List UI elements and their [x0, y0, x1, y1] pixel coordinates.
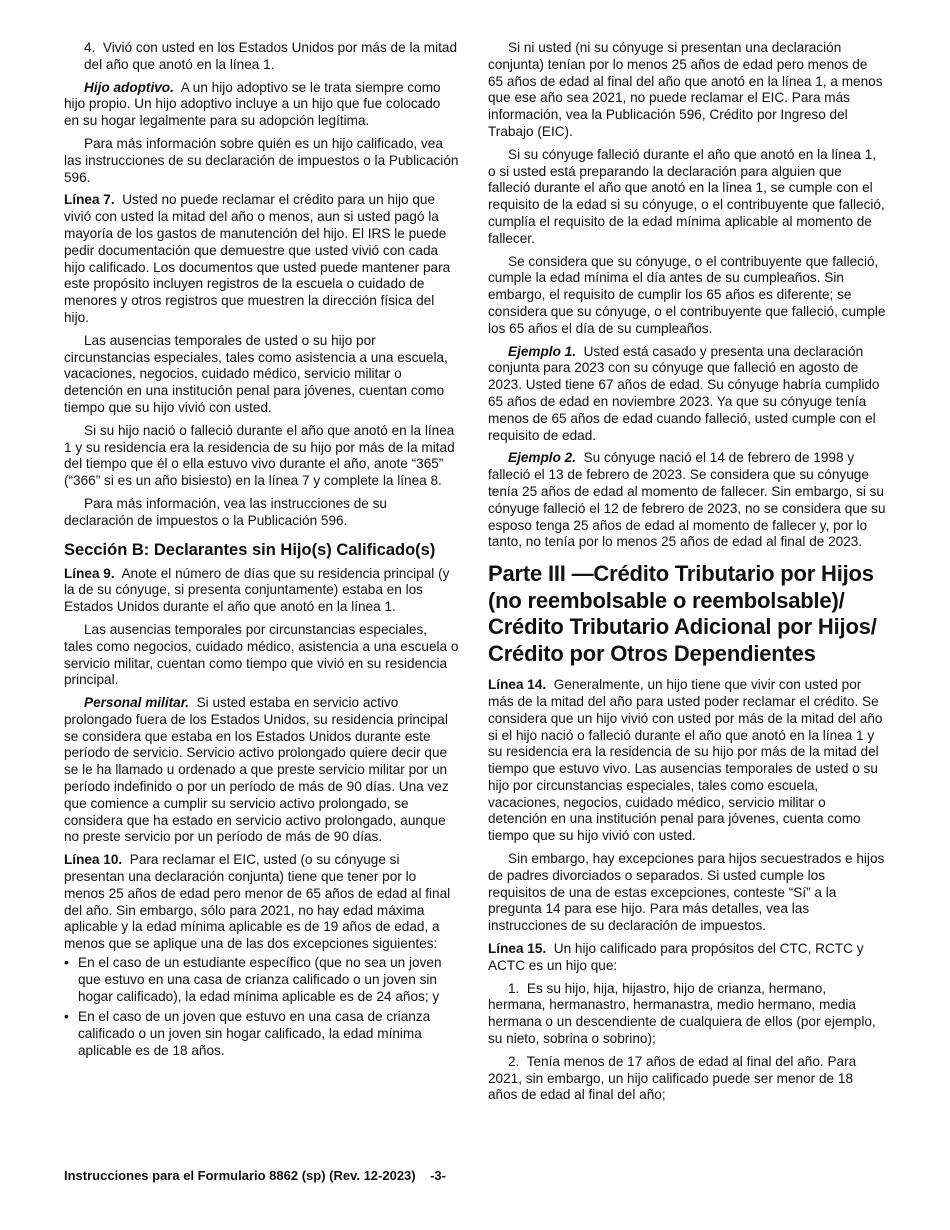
line-15-paragraph [488, 941, 886, 975]
example-2-paragraph [488, 450, 886, 551]
line-9-text: Anote el número de días que su residencia principal (y la de su cónyuge, si presenta conjuntamente) estaba en los Estados Unidos durante el año que anotó en la línea 1. [64, 565, 450, 615]
part-3-heading: Parte III —Crédito Tributario por Hijos (no reembolsable o reembolsable)/ Crédito Tributario Adicional por Hijos/ Crédito por Otros Dependientes [488, 561, 877, 666]
section-b-heading: Sección B: Declarantes sin Hijo(s) Calificado(s) [64, 540, 436, 559]
bullet-text-2: En el caso de un joven que estuvo en una casa de crianza calificado o un joven sin hogar calificado, la edad mínima aplicable es de 18 años. [78, 1009, 431, 1059]
adoptive-child-text: A un hijo adoptivo se le trata siempre como hijo propio. Un hijo adoptivo incluye a un hijo que fue colocado en su hogar legalmente para su adopción legítima. [64, 79, 441, 129]
bullet-item [64, 955, 459, 1005]
line-15-label: Línea 15. [488, 941, 547, 957]
line-10-paragraph [64, 852, 459, 953]
line-7-paragraph [64, 192, 459, 326]
considered-age-paragraph: Se considera que su cónyuge, o el contribuyente que falleció, cumple la edad mínima el día antes de su cumpleaños. Sin embargo, el requisito de cumplir los 65 años es diferente; se considera que su cónyuge, o el contribuyente que falleció, cumple los 65 años el día de su cumpleaños. [488, 253, 886, 336]
age-requirement-paragraph: Si ni usted (ni su cónyuge si presentan una declaración conjunta) tenían por lo menos 25 años de edad pero menos de 65 años de edad al final del año que anotó en la línea 1, a menos que ese año sea 2021, no puede reclamar el EIC. Para más información, vea la Publicación 596, Crédito por Ingreso del Trabajo (EIC). [488, 40, 883, 139]
example-1-label: Ejemplo 1. [508, 343, 576, 359]
adoptive-child-paragraph [64, 80, 459, 130]
right-column [488, 40, 886, 1110]
item-4-number: 4. [84, 40, 96, 55]
bullet-item [64, 1009, 459, 1059]
example-1-paragraph [488, 344, 886, 445]
more-info-paragraph-1: Para más información sobre quién es un hijo calificado, vea las instrucciones de su declaración de impuestos o la Publicación 596. [64, 135, 459, 185]
item-2-text: Tenía menos de 17 años de edad al final del año. Para 2021, sin embargo, un hijo calificado puede ser menor de 18 años de edad al final del año; [488, 1053, 857, 1103]
item-1 [488, 981, 886, 1048]
exceptions-paragraph: Sin embargo, hay excepciones para hijos secuestrados e hijos de padres divorciados o separados. Si usted cumple los requisitos de una de estas excepciones, conteste “Sí” a la pregunta 14 para ese hijo. Para más detalles, vea las instrucciones de su declaración de impuestos. [488, 851, 885, 934]
temporary-absence-paragraph-1: Las ausencias temporales de usted o su hijo por circunstancias especiales, tales como asistencia a una escuela, vacaciones, negocios, cuidado médico, servicio militar o detención en una institución penal para jóvenes, cuentan como tiempo que su hijo vivió con usted. [64, 332, 448, 415]
example-2-text: Su cónyuge nació el 14 de febrero de 1998 y falleció el 13 de febrero de 2023. Se considera que su cónyuge tenía 25 años de edad al momento de fallecer. Sin embargo, si su cónyuge falleció el 12 de febrero de 2023, no se considera que su esposo tenga 25 años de edad al momento de fallecer y, por lo tanto, no tenía por lo menos 25 años de edad al final de 2023. [488, 450, 886, 550]
more-info-paragraph-2: Para más información, vea las instrucciones de su declaración de impuestos o la Publicación 596. [64, 495, 387, 528]
page-number: -3- [430, 1168, 446, 1183]
page-footer [64, 1168, 446, 1185]
line-14-paragraph [488, 677, 886, 845]
item-1-text: Es su hijo, hija, hijastro, hijo de crianza, hermano, hermana, hermanastro, hermanastra, medio hermano, media hermana o un descendiente de cualquiera de ellos (por ejemplo, su nieto, sobrina o sobrino); [488, 980, 876, 1047]
example-1-text: Usted está casado y presenta una declaración conjunta para 2023 con su cónyuge que falleció en agosto de 2023. Usted tiene 67 años de edad. Su cónyuge habría cumplido 65 años de edad en noviembre 2023. Ya que su cónyuge tenía menos de 65 años de edad cuando falleció, usted cumple con el requisito de edad. [488, 343, 880, 443]
line-10-label: Línea 10. [64, 852, 123, 868]
item-4 [64, 40, 459, 74]
military-text: Si usted estaba en servicio activo prolongado fuera de los Estados Unidos, su residencia principal se considera que estaba en los Estados Unidos durante este período de servicio. Servicio activo prolongado quiere decir que se le ha llamado u ordenado a que preste servicio militar por un período indefinido o por un período de más de 90 días. Una vez que comience a cumplir su servicio activo prolongado, se considera que ha estado en servicio activo prolongado, aunque no preste servicio por un período de más de 90 días. [64, 695, 449, 845]
item-2-number: 2. [508, 1053, 520, 1069]
bullet-icon: • [64, 955, 69, 971]
adoptive-child-label: Hijo adoptivo. [84, 79, 174, 95]
line-14-text: Generalmente, un hijo tiene que vivir con usted por más de la mitad del año para usted poder reclamar el crédito. Se considera que un hijo vivió con usted por más de la mitad del año si el hijo nació o falleció durante el año que anotó en la línea 1 y su residencia era la residencia de su hijo por más de la mitad del tiempo que estuvo vivo. Las ausencias temporales de usted o su hijo por circunstancias especiales, tales como escuela, vacaciones, negocios, cuidado médico, servicio militar o detención en una institución penal para jóvenes, cuenta como tiempo que su hijo vivió con usted. [488, 677, 883, 844]
left-column [64, 40, 459, 1064]
born-or-died-paragraph: Si su hijo nació o falleció durante el año que anotó en la línea 1 y su residencia era la residencia de su hijo por más de la mitad del tiempo que él o ella estuvo vivo durante el año, anote “365” (“366” si es un año bisiesto) en la línea 7 y complete la línea 8. [64, 422, 455, 489]
example-2-label: Ejemplo 2. [508, 450, 576, 466]
line-15-text: Un hijo calificado para propósitos del CTC, RCTC y ACTC es un hijo que: [488, 941, 864, 973]
item-4-text: Vivió con usted en los Estados Unidos por más de la mitad del año que anotó en la línea 1. [84, 40, 458, 72]
bullet-icon: • [64, 1009, 69, 1025]
item-2 [488, 1054, 886, 1104]
line-7-label: Línea 7. [64, 192, 115, 208]
item-1-number: 1. [508, 980, 520, 996]
temporary-absence-paragraph-2: Las ausencias temporales por circunstancias especiales, tales como negocios, cuidado médico, asistencia a una escuela o servicio militar, cuentan como tiempo que vivió en su residencia principal. [64, 621, 459, 688]
line-9-label: Línea 9. [64, 565, 115, 581]
military-label: Personal militar. [84, 695, 190, 711]
line-10-text: Para reclamar el EIC, usted (o su cónyuge si presentan una declaración conjunta) tiene que tener por lo menos 25 años de edad pero menor de 65 años de edad al final del año. Sin embargo, sólo para 2021, no hay edad máxima aplicable y la edad mínima aplicable es de 19 años de edad, a menos que se aplique una de las dos excepciones siguientes: [64, 852, 451, 952]
bullet-text-1: En el caso de un estudiante específico (que no sea un joven que estuvo en una casa de crianza calificado o un joven sin hogar calificado), la edad mínima aplicable es de 24 años; y [78, 955, 442, 1004]
footer-title: Instrucciones para el Formulario 8862 (sp) (Rev. 12-2023) [64, 1168, 416, 1183]
spouse-died-paragraph: Si su cónyuge falleció durante el año que anotó en la línea 1, o si usted está preparando la declaración para alguien que falleció durante el año que anotó en la línea 1, se cumple con el requisito de la edad si su cónyuge, o el contribuyente que falleció, cumplía el requisito de la edad mínima aplicable al momento de fallecer. [488, 146, 885, 246]
line-14-label: Línea 14. [488, 677, 547, 693]
line-7-text: Usted no puede reclamar el crédito para un hijo que vivió con usted la mitad del año o menos, aun si usted pagó la mayoría de los gastos de manutención del hijo. El IRS le puede pedir documentación que demuestre que usted vivió con cada hijo calificado. Los documentos que usted puede mantener para este propósito incluyen registros de la escuela o cuidado de menores y otros registros que muestren la dirección física del hijo. [64, 192, 451, 325]
military-paragraph [64, 695, 459, 846]
line-9-paragraph [64, 566, 459, 616]
